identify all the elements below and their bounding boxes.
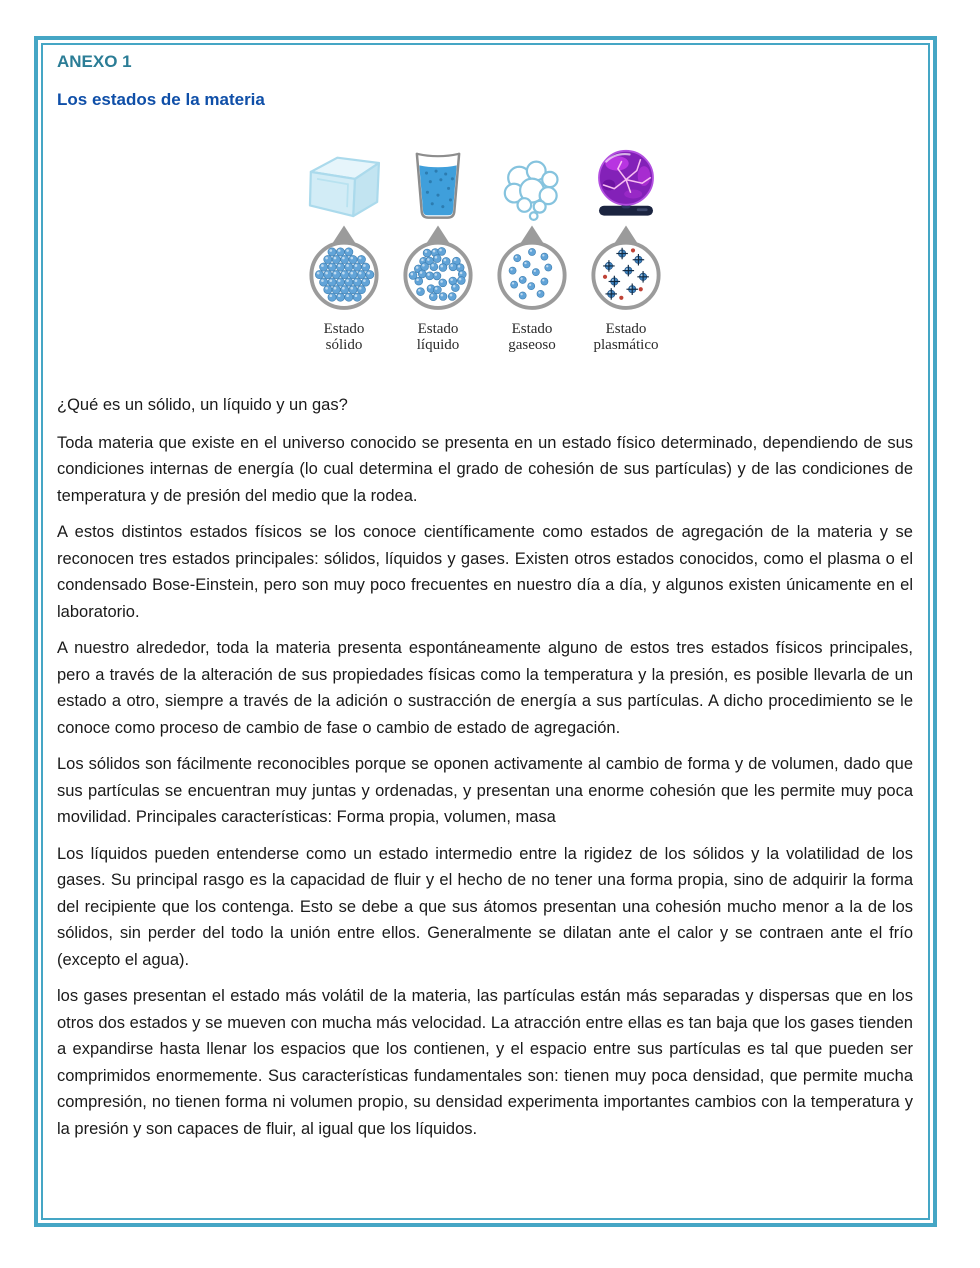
state-column-solid <box>301 144 387 353</box>
state-label-plasma: Estado plasmático <box>593 321 659 353</box>
plasma-particles-droplet <box>587 224 665 316</box>
paragraph-1: Toda materia que existe en el universo conocido se presenta en un estado físico determinado, dependiendo de sus condiciones internas de energía (lo cual determina el grado de cohesión de sus partículas) y de las condiciones de temperatura y de presión del medio que la rodea. <box>57 433 913 505</box>
page-title: ANEXO 1 <box>57 52 132 71</box>
paragraph-5: Los líquidos pueden entenderse como un estado intermedio entre la rigidez de los sólidos y la volatilidad de los gases. Su principal rasgo es la capacidad de fluir y el hecho de no tener una forma propia, sino de adquirir la forma del recipiente que los contenga. Esto se debe a que sus átomos presentan una cohesión mucho menor a la de los sólidos, sin perder del todo la unión entre ellos. Generalmente se dilatan ante el calor y se contraen ante el frío (excepto el agua). <box>57 844 913 969</box>
paragraph-2: A estos distintos estados físicos se los conoce científicamente como estados de agregación de la materia y se reconocen tres estados principales: sólidos, líquidos y gases. Existen otros estados conocidos, como el plasma o el condensado Bose-Einstein, pero son muy poco frecuentes en nuestro día a día, y algunos existen únicamente en el laboratorio. <box>57 523 913 621</box>
paragraph-4: Los sólidos son fácilmente reconocibles porque se oponen activamente al cambio de forma y de volumen, dado que sus partículas se encuentran muy juntas y ordenadas, y presentan una enorme cohesión que les permite muy poca movilidad. Principales características: Forma propia, volumen, masa <box>57 755 913 826</box>
page-subtitle: Los estados de la materia <box>57 90 265 109</box>
plasma-ball-icon <box>590 144 662 222</box>
state-label-liquid: Estado líquido <box>416 321 460 353</box>
state-label-solid: Estado sólido <box>323 321 365 353</box>
page-border-frame <box>34 36 937 1227</box>
question-line: ¿Qué es un sólido, un líquido y un gas? <box>57 396 348 414</box>
steam-cloud-icon <box>492 144 572 222</box>
solid-particles-droplet <box>305 224 383 316</box>
paragraph-6: los gases presentan el estado más volátil de la materia, las partículas están más separadas y dispersas que en los otros dos estados y se mueven con mucha más velocidad. La atracción entre ellas es tan baja que los gases tienden a expandirse hasta llenar los espacios que los contienen, y el espacio entre sus partículas es tal que pueden ser comprimidos enormemente. Sus características fundamentales son: tienen muy poca densidad, que permite mucha compresión, no tienen forma ni volumen propio, su densidad experimenta importantes cambios con la temperatura y la presión y son capaces de fluir, al igual que los líquidos. <box>57 987 913 1138</box>
page-content <box>38 40 933 1223</box>
water-glass-icon <box>409 144 467 222</box>
state-column-gas <box>489 144 575 353</box>
gas-particles-droplet <box>493 224 571 316</box>
state-column-plasma <box>583 144 669 353</box>
state-column-liquid <box>395 144 481 353</box>
states-of-matter-figure <box>295 144 675 353</box>
ice-cube-icon <box>302 144 386 222</box>
paragraph-3: A nuestro alrededor, toda la materia presenta espontáneamente alguno de estos tres estados físicos principales, pero a través de la alteración de sus propiedades físicas como la temperatura y la presión, es posible llevarla de un estado a otro, siempre a través de la adición o sustracción de energía a sus partículas. A dicho procedimiento se le conoce como proceso de cambio de fase o cambio de estado de agregación. <box>57 639 913 737</box>
state-label-gas: Estado gaseoso <box>508 321 556 353</box>
liquid-particles-droplet <box>399 224 477 316</box>
